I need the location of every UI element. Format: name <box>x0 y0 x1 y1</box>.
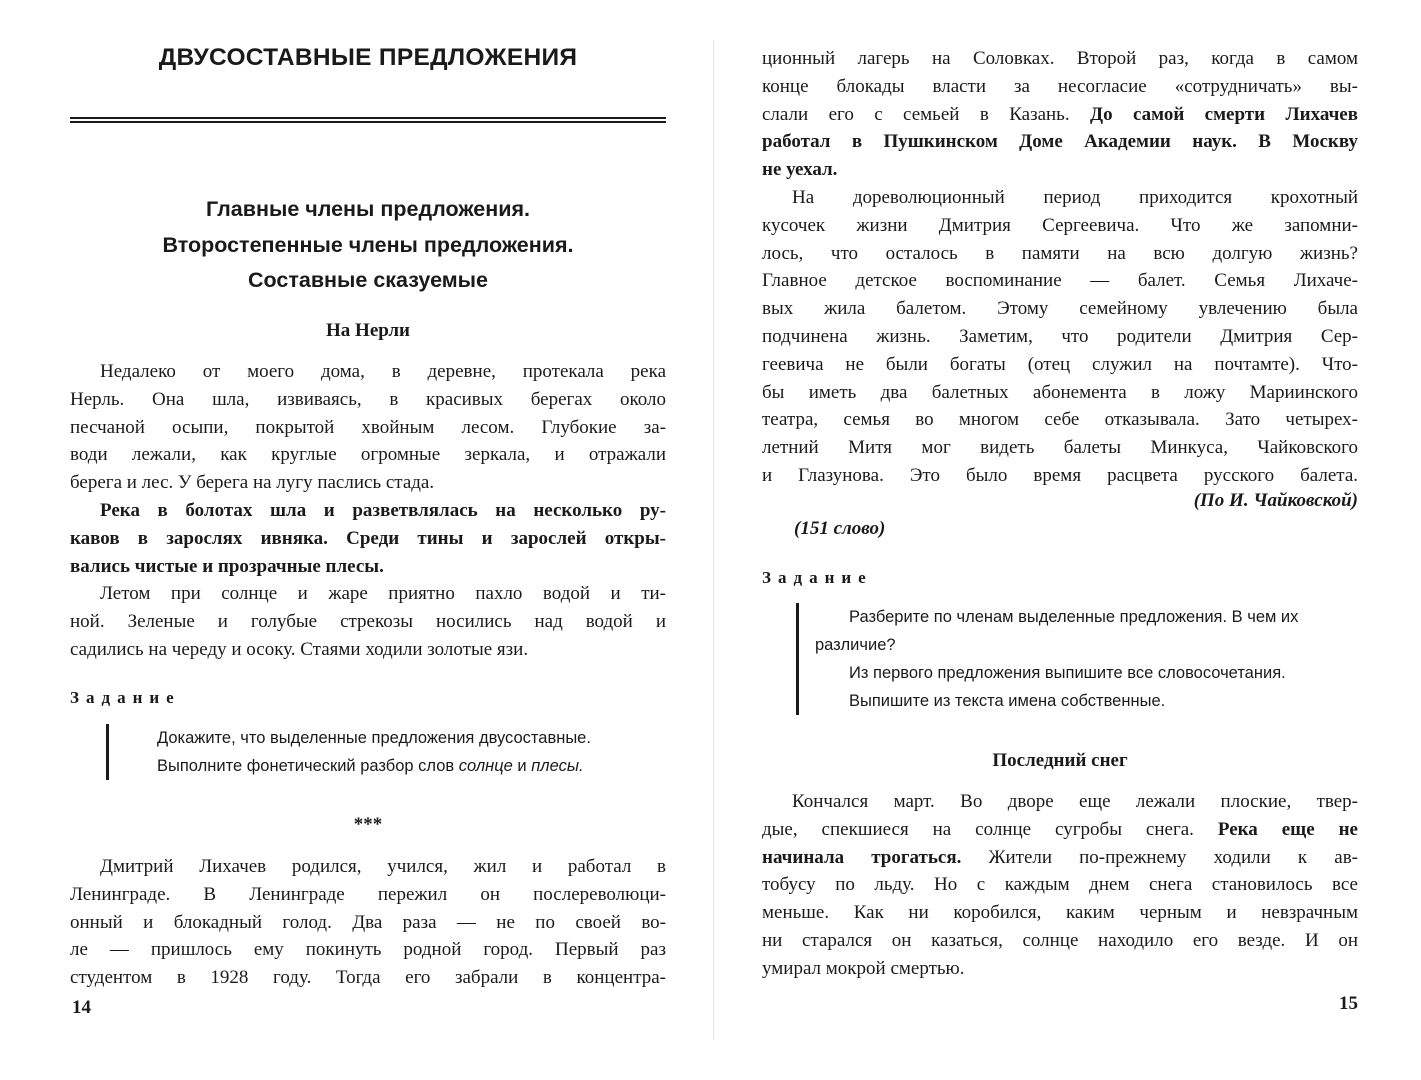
story-title: На Нерли <box>326 320 410 341</box>
task-heading: Задание <box>70 688 181 707</box>
page-number: 15 <box>1339 993 1358 1014</box>
story-paragraph <box>762 45 1358 490</box>
task-box <box>796 603 1356 715</box>
task-word: плесы. <box>531 757 584 775</box>
text-line: Нерль. Она шла, извиваясь, в красивых берегах около <box>70 388 666 410</box>
text-line: ле — пришлось ему покинуть родной город. Первый раз <box>70 939 666 961</box>
text-line: слали его с семьей в Казань. До самой смерти Лихачев <box>762 103 1358 125</box>
story-paragraph <box>762 788 1358 983</box>
text-line: и Глазунова. Это было время расцвета русского балета. <box>762 464 1358 486</box>
text-line: кусочек жизни Дмитрия Сергеевича. Что же запомни- <box>762 214 1358 236</box>
text-line: меньше. Как ни коробился, каким черным и невзрачным <box>762 902 1358 924</box>
story-title: Последний снег <box>992 750 1128 771</box>
text-line: начинала трогаться. Жители по-прежнему ходили к ав- <box>762 846 1358 868</box>
text-line-bold: Река в болотах шла и разветвлялась на несколько ру- <box>100 499 666 521</box>
text-line: дые, спекшиеся на солнце сугробы снега. Река еще не <box>762 818 1358 840</box>
text-line: геевича не были богаты (отец служил на почтамте). Что- <box>762 353 1358 375</box>
title-rule <box>70 117 666 123</box>
text-line: Недалеко от моего дома, в деревне, протекала река <box>100 361 666 382</box>
right-page <box>762 0 1358 1080</box>
text-line: лось, что осталось в памяти на всю долгую жизнь? <box>762 242 1358 264</box>
text-line: театра, семья во многом себе отказывала. Зато четырех- <box>762 409 1358 431</box>
text-line: ни старался он казаться, солнце находило его везде. И он <box>762 929 1358 951</box>
text-line: песчаной осыпи, покрытой хвойным лесом. Глубокие за- <box>70 416 666 438</box>
task-heading: Задание <box>762 568 873 587</box>
text-line: умирал мокрой смертью. <box>762 957 965 979</box>
task-line: Выполните фонетический разбор слов солнце и плесы. <box>157 757 584 775</box>
text-line: Летом при солнце и жаре приятно пахло водой и ти- <box>100 583 666 605</box>
task-line: Выпишите из текста имена собственные. <box>849 692 1166 710</box>
text-line: води лежали, как круглые огромные зеркала, и отражали <box>70 444 666 466</box>
text-line: ной. Зеленые и голубые стрекозы носились над водой и <box>70 611 666 633</box>
subtitle-line: Главные члены предложения. <box>206 197 530 221</box>
task-line: Из первого предложения выпишите все словосочетания. <box>849 664 1286 682</box>
task-word: солнце <box>458 757 513 775</box>
text-line: тобусу по льду. Но с каждым днем снега становилось все <box>762 874 1358 896</box>
text-line: конце блокады власти за несогласие «сотрудничать» вы- <box>762 75 1358 97</box>
text-line: летний Митя мог видеть балеты Минкуса, Чайковского <box>762 437 1358 459</box>
task-box <box>106 724 666 780</box>
text-line: Ленинграде. В Ленинграде пережил он послереволюци- <box>70 883 666 905</box>
text-line: Дмитрий Лихачев родился, учился, жил и работал в <box>100 856 666 877</box>
subtitle-line: Второстепенные члены предложения. <box>162 232 574 257</box>
text-line: ционный лагерь на Соловках. Второй раз, когда в самом <box>762 48 1358 69</box>
text-line: студентом в 1928 году. Тогда его забрали в концентра- <box>70 967 666 989</box>
story-paragraph <box>70 853 666 992</box>
story-paragraph <box>70 358 666 664</box>
attribution: (По И. Чайковской) <box>1193 490 1358 511</box>
word-count: (151 слово) <box>794 518 886 539</box>
task-line: Разберите по членам выделенные предложения. В чем их <box>849 608 1299 626</box>
subtitle <box>70 192 666 299</box>
text-line-bold: работал в Пушкинском Доме Академии наук. В Москву <box>762 131 1358 153</box>
text-line-bold: не уехал. <box>762 159 838 181</box>
text-line: берега и лес. У берега на лугу паслись стада. <box>70 472 435 494</box>
section-separator: *** <box>353 814 383 835</box>
text-line-bold: кавов в зарослях ивняка. Среди тины и зарослей откры- <box>70 527 666 549</box>
text-line: садились на череду и осоку. Стаями ходили золотые язи. <box>70 638 529 660</box>
subtitle-line: Составные сказуемые <box>248 268 488 292</box>
task-line: различие? <box>815 636 896 654</box>
text-line: Главное детское воспоминание — балет. Семья Лихаче- <box>762 270 1358 292</box>
text-line: вых жила балетом. Этому семейному увлечению была <box>762 298 1358 320</box>
text-line: На дореволюционный период приходится крохотный <box>792 186 1358 208</box>
left-page <box>70 0 666 1080</box>
text-line: подчинена жизнь. Заметим, что родители Дмитрия Сер- <box>762 325 1358 347</box>
spine-divider <box>713 40 714 1040</box>
task-line: Докажите, что выделенные предложения двусоставные. <box>157 729 591 747</box>
text-line: бы иметь два балетных абонемента в ложу Мариинского <box>762 381 1358 403</box>
section-title: ДВУСОСТАВНЫЕ ПРЕДЛОЖЕНИЯ <box>158 44 578 71</box>
text-line: онный и блокадный голод. Два раза — не по своей во- <box>70 911 666 933</box>
text-line-bold: вались чистые и прозрачные плесы. <box>70 555 384 577</box>
text-line: Кончался март. Во дворе еще лежали плоские, твер- <box>792 791 1358 812</box>
page-number: 14 <box>72 997 91 1018</box>
